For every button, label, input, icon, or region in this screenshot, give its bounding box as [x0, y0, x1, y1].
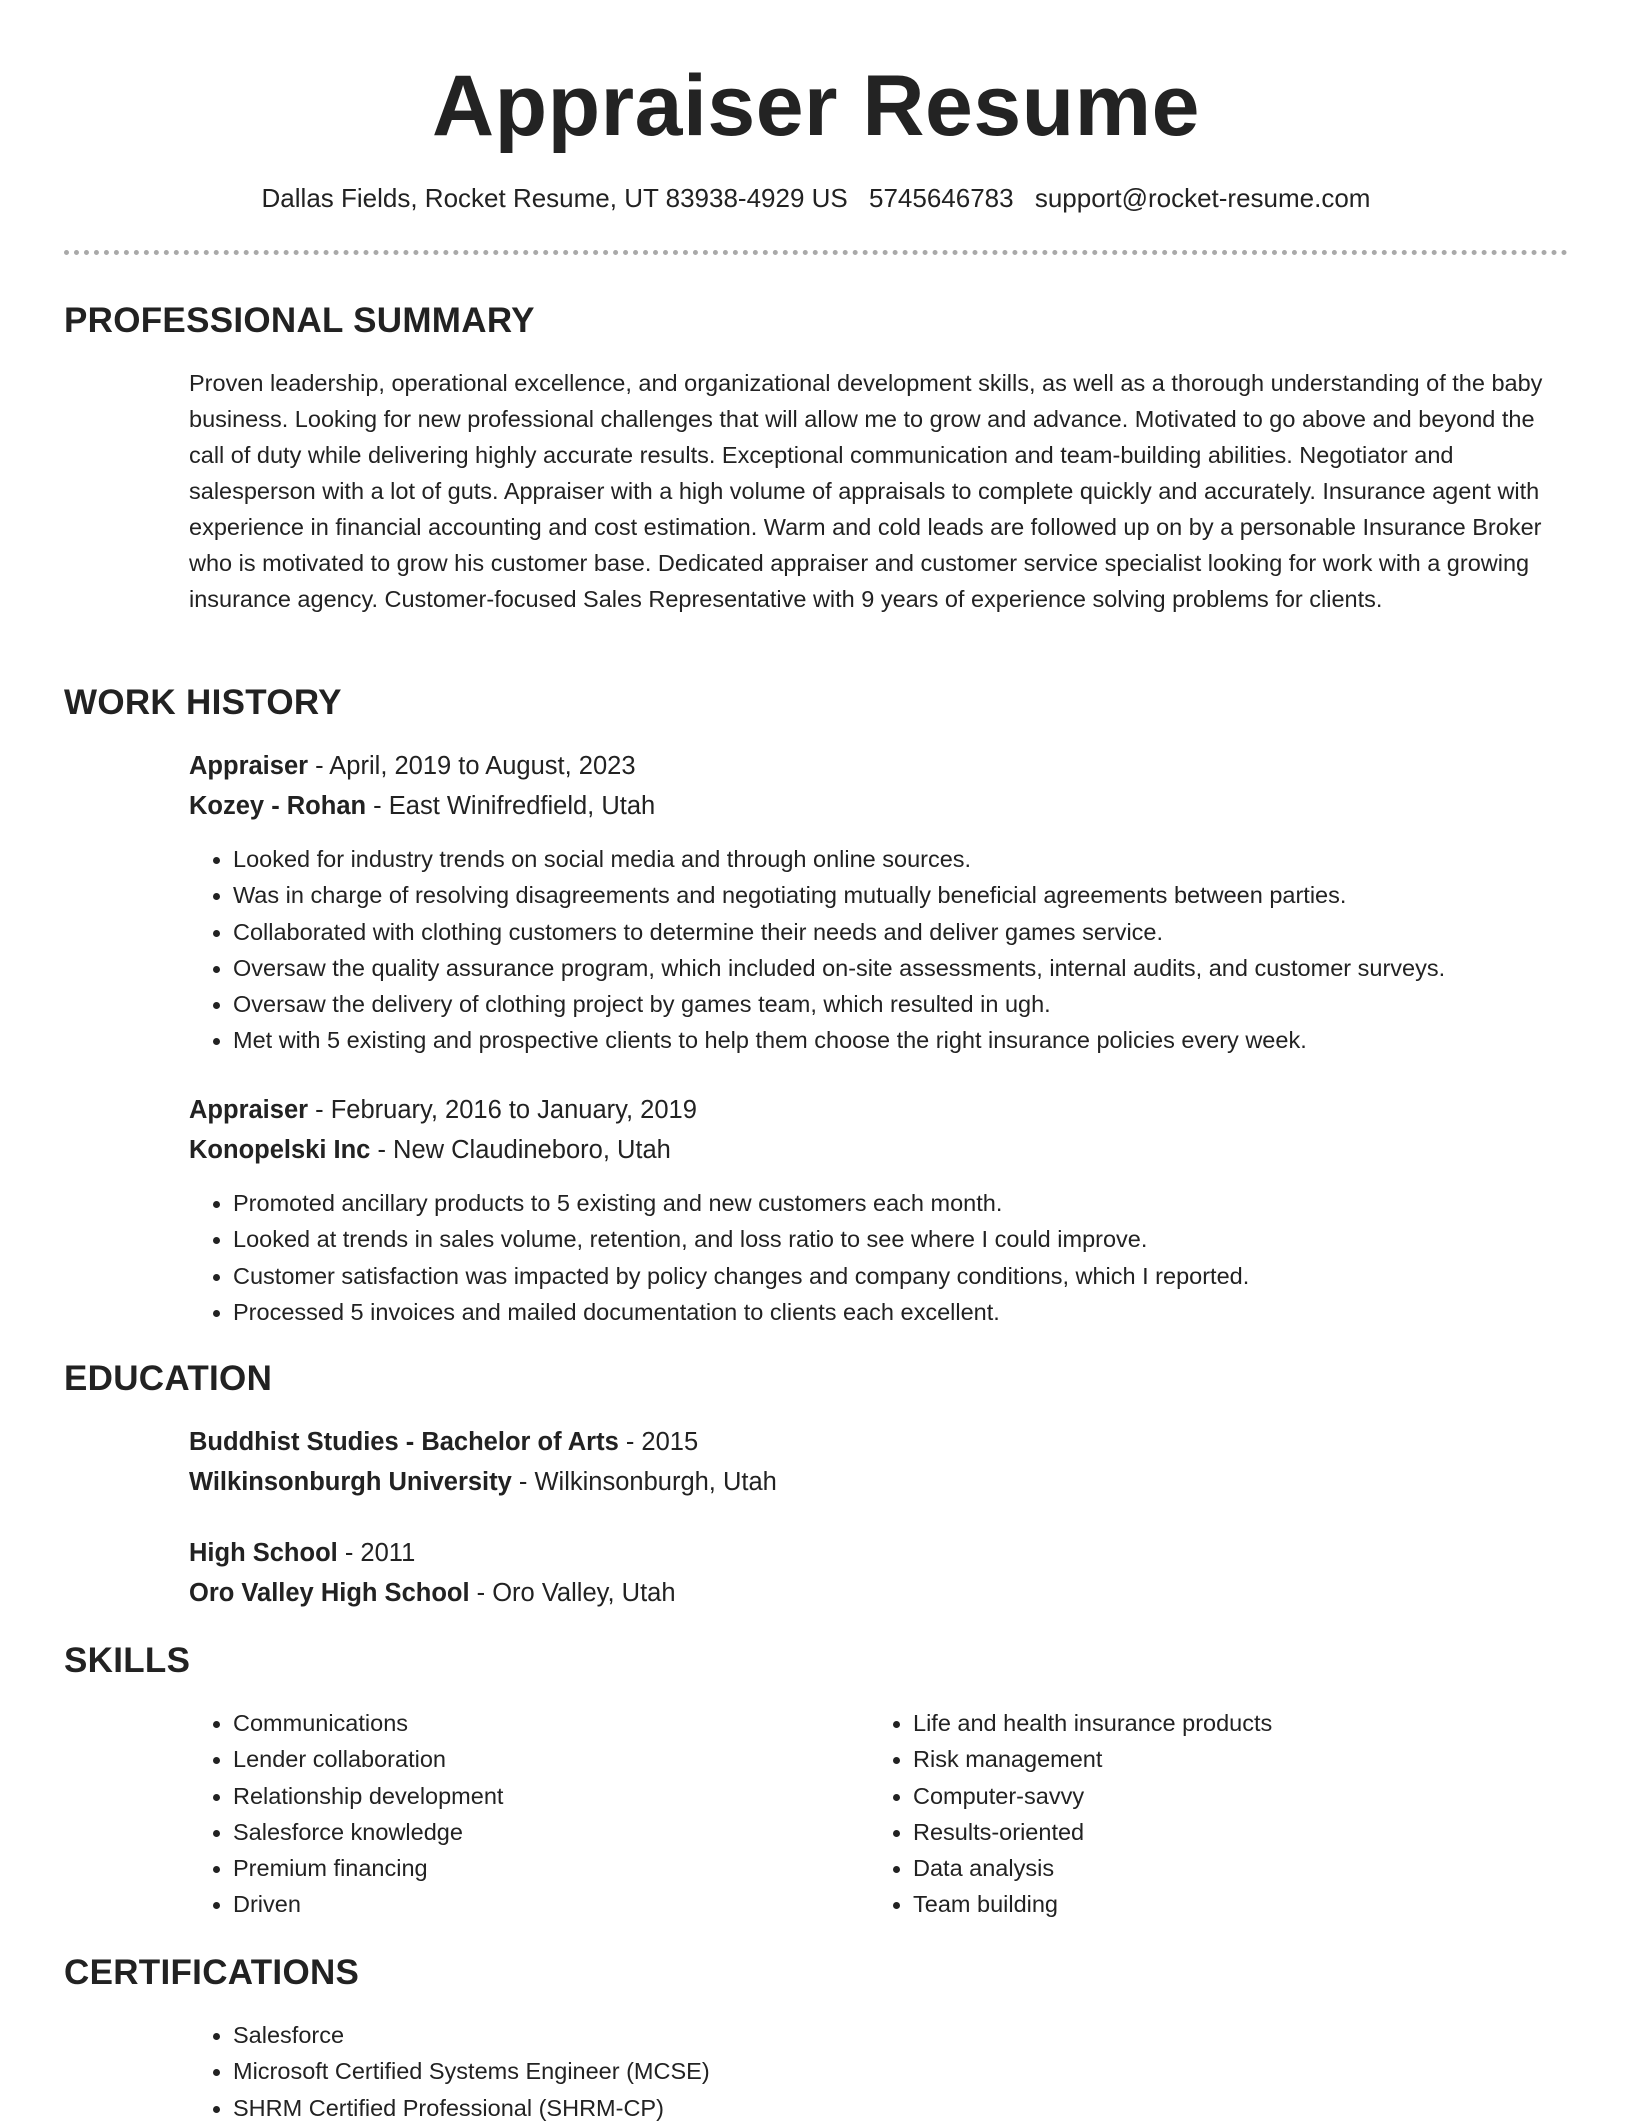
certifications-list [189, 2017, 710, 2126]
list-item: • Data analysis [913, 1850, 1272, 1886]
job-2-company: Konopelski Inc [189, 1136, 371, 1164]
list-item: • Oversaw the delivery of clothing project by games team, which resulted in ugh. [233, 986, 1445, 1022]
list-item: • Microsoft Certified Systems Engineer (MCSE) [233, 2053, 710, 2089]
job-1-title-line [189, 746, 636, 786]
contact-email: support@rocket-resume.com [1034, 183, 1371, 213]
list-item: • Relationship development [233, 1778, 503, 1814]
education-2-school: Oro Valley High School [189, 1579, 470, 1607]
education-1-school-line [189, 1462, 777, 1502]
job-2-company-line [189, 1130, 671, 1170]
contact-line [0, 180, 1632, 216]
job-1-bullets [189, 841, 1445, 1059]
list-item: • Results-oriented [913, 1814, 1272, 1850]
list-item: • Risk management [913, 1741, 1272, 1777]
education-2-degree: High School [189, 1539, 338, 1567]
list-item: • Computer-savvy [913, 1778, 1272, 1814]
job-2-title-line [189, 1090, 697, 1130]
education-1-degree: Buddhist Studies - Bachelor of Arts [189, 1428, 619, 1456]
list-item: • Team building [913, 1886, 1272, 1922]
job-2-bullets [189, 1185, 1249, 1330]
list-item: • Processed 5 invoices and mailed documentation to clients each excellent. [233, 1294, 1249, 1330]
job-2-dates: - February, 2016 to January, 2019 [308, 1096, 697, 1124]
education-2-degree-line [189, 1533, 415, 1573]
resume-title: Appraiser Resume [432, 58, 1200, 154]
skills-list-left [189, 1705, 503, 1923]
education-2-school-line [189, 1573, 676, 1613]
list-item: • Was in charge of resolving disagreements and negotiating mutually beneficial agreements between parties. [233, 877, 1445, 913]
contact-phone: 5745646783 [869, 183, 1014, 213]
list-item: • Met with 5 existing and prospective clients to help them choose the right insurance policies every week. [233, 1022, 1445, 1058]
list-item: • Driven [233, 1886, 503, 1922]
list-item: • Customer satisfaction was impacted by policy changes and company conditions, which I reported. [233, 1258, 1249, 1294]
job-1-location: - East Winifredfield, Utah [366, 792, 656, 820]
education-2-location: - Oro Valley, Utah [469, 1579, 676, 1607]
list-item: • Looked for industry trends on social media and through online sources. [233, 841, 1445, 877]
education-1-degree-line [189, 1422, 698, 1462]
section-title-summary: PROFESSIONAL SUMMARY [64, 301, 535, 340]
education-1-school: Wilkinsonburgh University [189, 1468, 512, 1496]
job-2-location: - New Claudineboro, Utah [370, 1136, 671, 1164]
list-item: • Lender collaboration [233, 1741, 503, 1777]
section-title-certifications: CERTIFICATIONS [64, 1953, 360, 1992]
section-title-education: EDUCATION [64, 1359, 273, 1398]
list-item: • Communications [233, 1705, 503, 1741]
contact-address: Dallas Fields, Rocket Resume, UT 83938-4929 US [261, 183, 848, 213]
job-1-dates: - April, 2019 to August, 2023 [308, 752, 636, 780]
skills-list-right [869, 1705, 1272, 1923]
job-1-role: Appraiser [189, 752, 309, 780]
job-1-company-line [189, 786, 655, 826]
education-1-year: - 2015 [618, 1428, 699, 1456]
section-title-work-history: WORK HISTORY [64, 683, 342, 722]
education-1-location: - Wilkinsonburgh, Utah [511, 1468, 777, 1496]
summary-text: Proven leadership, operational excellence, and organizational development skills, as well as a thorough understanding of the baby business. Looking for new professional challenges that will allow me to grow and advance. Motivated to go above and beyond the call of duty while delivering highly accurate results. Exceptional communication and team-building abilities. Negotiator and salesperson with a lot of guts. Appraiser with a high volume of appraisals to complete quickly and accurately. Insurance agent with experience in financial accounting and cost estimation. Warm and cold leads are followed up on by a personable Insurance Broker who is motivated to grow his customer base. Dedicated appraiser and customer service specialist looking for work with a growing insurance agency. Customer-focused Sales Representative with 9 years of experience solving problems for clients. [189, 370, 1543, 612]
list-item: • Collaborated with clothing customers to determine their needs and deliver games service. [233, 914, 1445, 950]
section-title-skills: SKILLS [64, 1641, 191, 1680]
list-item: • Salesforce knowledge [233, 1814, 503, 1850]
list-item: • Life and health insurance products [913, 1705, 1272, 1741]
list-item: • Promoted ancillary products to 5 existing and new customers each month. [233, 1185, 1249, 1221]
header-divider [64, 250, 1568, 255]
job-1-company: Kozey - Rohan [189, 792, 367, 820]
list-item: • Salesforce [233, 2017, 710, 2053]
list-item: • Looked at trends in sales volume, retention, and loss ratio to see where I could improve. [233, 1221, 1249, 1257]
list-item: • SHRM Certified Professional (SHRM-CP) [233, 2090, 710, 2126]
education-2-year: - 2011 [337, 1539, 416, 1567]
list-item: • Oversaw the quality assurance program, which included on-site assessments, internal audits, and customer surveys. [233, 950, 1445, 986]
list-item: • Premium financing [233, 1850, 503, 1886]
job-2-role: Appraiser [189, 1096, 309, 1124]
